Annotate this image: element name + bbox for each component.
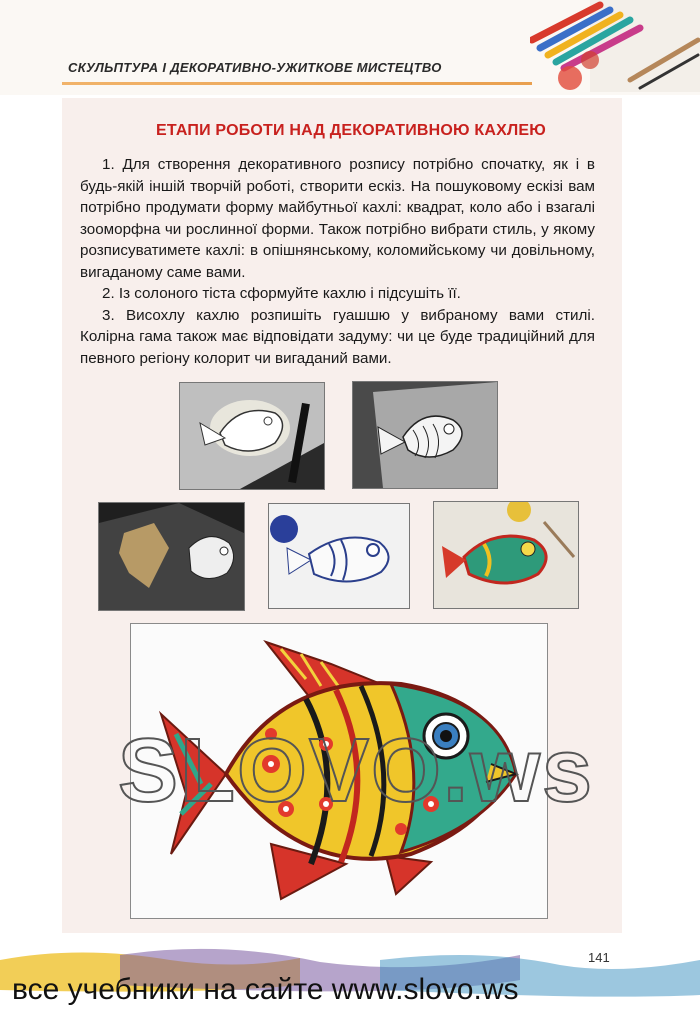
- page-number: 141: [588, 950, 610, 965]
- running-header: СКУЛЬПТУРА І ДЕКОРАТИВНО-УЖИТКОВЕ МИСТЕЦТВО: [68, 60, 442, 75]
- step-1-paragraph: 1. Для створення декоративного розпису потрібно спочатку, як і в будь-якій іншій творчій роботі, створити ескіз. На пошуковому ескізі вам потрібно продумати форму майбутньої кахлі: квадрат, коло або і взагалі зооморфна чи рослинної форми. Також потрібно вибрати стиль, у якому розписуватимете кахлі: в опішнянському, коломийському чи довільному, вигаданому саме вами.: [80, 156, 595, 281]
- instructions-text: [80, 154, 595, 369]
- step-3-paragraph: 3. Висохлу кахлю розпишіть гуашшю у вибраному вами стилі. Колірна гама також має відповідати задуму: чи це буде традиційний для певного регіону колорит чи вигаданий вами.: [80, 306, 595, 367]
- pencils-illustration: [530, 0, 700, 92]
- step-photo-color-paint: [433, 501, 579, 609]
- step-2-paragraph: 2. Із солоного тіста сформуйте кахлю і підсушіть її.: [102, 285, 461, 302]
- center-watermark: SLOVO.ws: [117, 721, 595, 821]
- section-title: ЕТАПИ РОБОТИ НАД ДЕКОРАТИВНОЮ КАХЛЕЮ: [155, 122, 546, 139]
- step-photo-dough: [98, 502, 245, 611]
- footer-watermark: все учебники на сайте www.slovo.ws: [12, 973, 519, 1006]
- step-photo-outline: [352, 381, 498, 489]
- step-photo-sketch: [179, 382, 325, 490]
- step-photo-blue-paint: [268, 503, 410, 609]
- header-rule: [62, 82, 532, 85]
